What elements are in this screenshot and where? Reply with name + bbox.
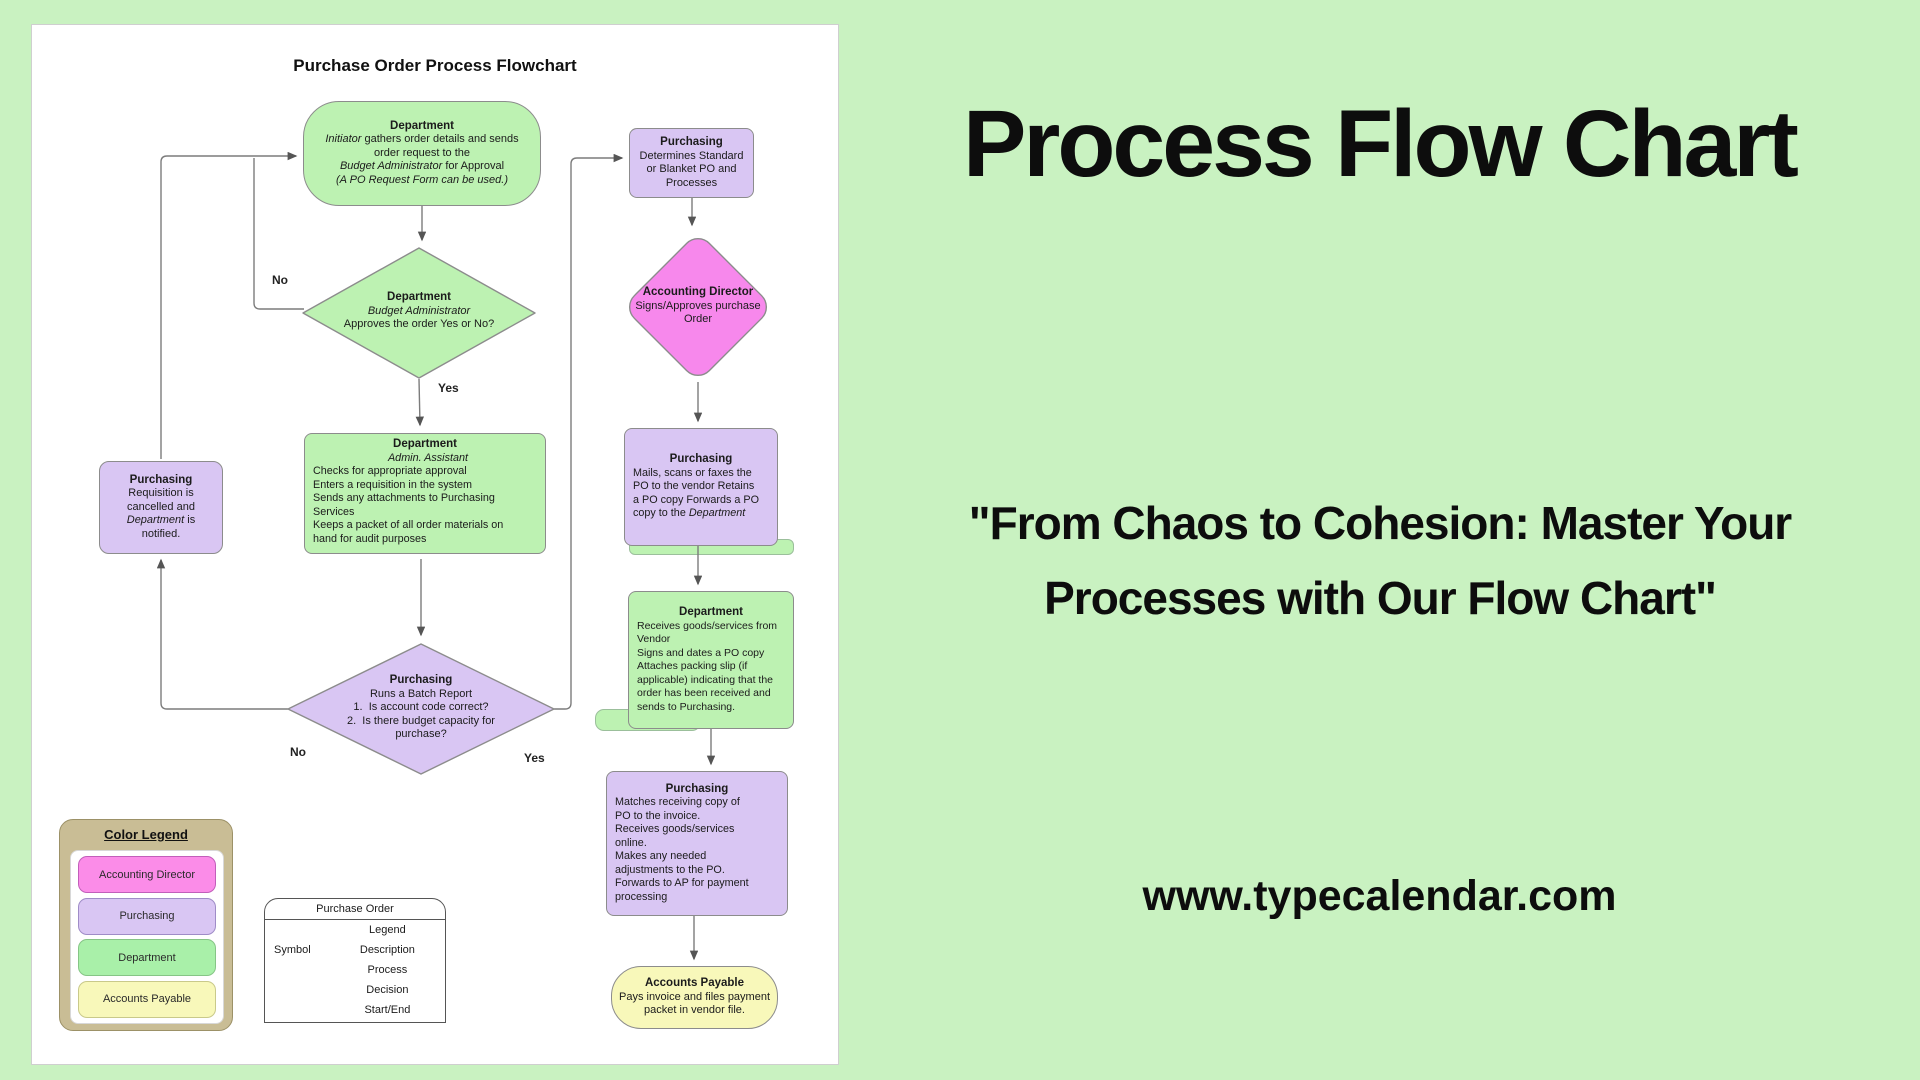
legend-item-accounting-director <box>78 856 216 893</box>
node-receives-goods <box>628 591 794 729</box>
node-body: Signs/Approves purchase Order <box>635 299 761 325</box>
legend-item-label: Department <box>118 951 176 964</box>
symbol-legend-item: Process <box>367 964 408 976</box>
symbol-legend-subheader: Legend <box>369 924 406 936</box>
connector-batch-yes <box>554 158 622 709</box>
label-no-budget: No <box>272 273 288 287</box>
flowchart-panel <box>31 24 839 1065</box>
quote-line: "From Chaos to Cohesion: Master Your <box>968 497 1792 549</box>
connector-cancel-to-start <box>161 156 296 459</box>
spacer <box>265 1000 330 1020</box>
node-body: Determines Standard or Blanket PO and Processes <box>639 149 744 189</box>
symbol-legend-header: Purchase Order <box>265 899 445 920</box>
color-legend <box>59 819 233 1031</box>
node-mails-po <box>624 428 778 546</box>
node-title: Department <box>679 606 743 618</box>
website-url: www.typecalendar.com <box>1142 872 1617 920</box>
batch-report-diamond-text <box>326 674 516 742</box>
node-title: Department <box>387 291 451 303</box>
legend-item-department <box>78 939 216 976</box>
node-determine-po <box>629 128 754 198</box>
node-admin-assistant <box>304 433 546 554</box>
poster-quote <box>855 486 1905 636</box>
color-legend-body <box>70 850 224 1024</box>
node-start-department <box>303 101 541 206</box>
node-body: Initiator gathers order details and sends order request to the Budget Administrator for Approval (A PO Request Form can be used.) <box>325 133 519 186</box>
connector-batch-no <box>161 560 288 709</box>
accounting-director-diamond-text <box>608 286 788 327</box>
legend-item-accounts-payable <box>78 981 216 1018</box>
flowchart-title: Purchase Order Process Flowchart <box>293 56 577 75</box>
node-title: Department <box>390 119 454 132</box>
node-body: Pays invoice and files payment packet in vendor file. <box>618 990 771 1017</box>
legend-item-label: Accounts Payable <box>102 993 192 1006</box>
node-body: Budget Administrator Approves the order Yes or No? <box>343 304 495 330</box>
symbol-legend-item: Decision <box>366 984 409 996</box>
poster-title: Process Flow Chart <box>963 91 1796 197</box>
node-matches-invoice <box>606 771 788 916</box>
symbol-column-header: Symbol <box>274 944 311 956</box>
node-body: Requisition is cancelled and Department is notified. <box>126 487 196 540</box>
legend-item-purchasing <box>78 898 216 935</box>
node-title: Purchasing <box>669 453 733 466</box>
spacer <box>265 920 330 940</box>
legend-item-label: Accounting Director <box>99 868 195 881</box>
quote-line: Processes with Our Flow Chart" <box>1044 572 1716 624</box>
label-yes-batch: Yes <box>524 751 545 765</box>
node-body: Admin. Assistant Checks for appropriate approval Enters a requisition in the system Sends any attachments to Purchasing Services Keeps a packet of all order materials on hand for audit purposes <box>313 451 504 545</box>
label-no-batch: No <box>290 745 306 759</box>
symbol-legend <box>264 898 446 1023</box>
node-title: Purchasing <box>660 136 723 148</box>
node-title: Purchasing <box>389 674 453 686</box>
node-body: Runs a Batch Report 1. Is account code correct? 2. Is there budget capacity for purchase? <box>347 687 495 740</box>
budget-approval-diamond-text <box>309 291 529 332</box>
connector-budget-yes <box>419 379 420 425</box>
node-requisition-cancelled <box>99 461 223 554</box>
node-title: Purchasing <box>665 782 729 795</box>
description-column-header: Description <box>359 944 415 956</box>
node-title: Purchasing <box>129 473 193 486</box>
node-accounts-payable <box>611 966 778 1029</box>
node-body: Receives goods/services from Vendor Signs and dates a PO copy Attaches packing slip (if applicable) indicating that the order has been received and sends to Purchasing. <box>637 619 778 713</box>
node-title: Accounting Director <box>642 286 754 298</box>
symbol-legend-item: Start/End <box>364 1004 411 1016</box>
node-body: Mails, scans or faxes the PO to the vendor Retains a PO copy Forwards a PO copy to the Department <box>633 466 760 520</box>
spacer <box>265 960 330 980</box>
label-yes-budget: Yes <box>438 381 459 395</box>
color-legend-title: Color Legend <box>104 827 188 842</box>
legend-item-label: Purchasing <box>119 910 175 923</box>
spacer <box>265 980 330 1000</box>
node-title: Department <box>393 438 457 450</box>
node-body: Matches receiving copy of PO to the invoice. Receives goods/services online. Makes any needed adjustments to the PO. Forwards to AP for payment processing <box>615 796 749 903</box>
node-title: Accounts Payable <box>644 977 745 990</box>
